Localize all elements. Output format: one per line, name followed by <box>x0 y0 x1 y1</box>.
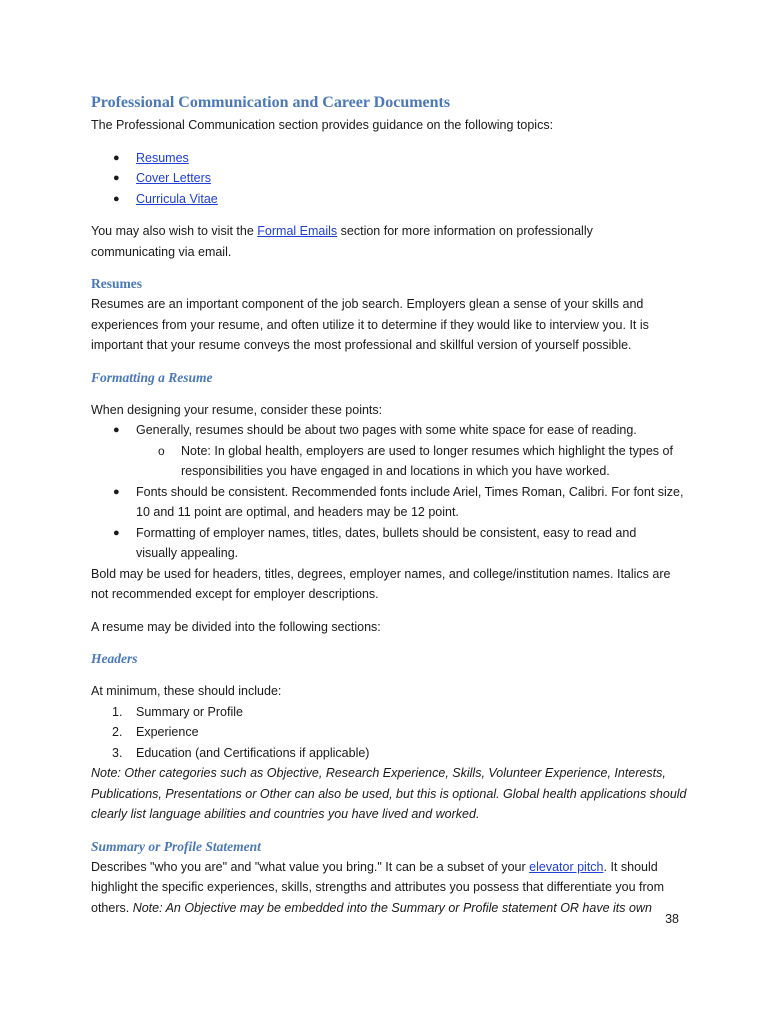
list-item: o Note: In global health, employers are used to longer resumes which highlight the types of responsibilities you have engaged in and locations in which you have worked. <box>91 441 691 482</box>
summary-paragraph: Describes "who you are" and "what value you bring." It can be a subset of your elevator pitch. It should highlight the specific experiences, skills, strengths and attributes you possess that differentiate you from others. Note: An Objective may be embedded into the Summary or Profile statement OR have its own <box>91 859 664 915</box>
link-elevator-pitch[interactable]: elevator pitch <box>529 859 604 874</box>
heading-resumes: Resumes <box>91 276 142 291</box>
link-resumes[interactable]: Resumes <box>136 150 189 165</box>
list-item <box>91 189 691 210</box>
bullet-icon: ● <box>113 526 120 539</box>
page-title: Professional Communication and Career Documents <box>91 94 451 111</box>
link-curricula-vitae[interactable]: Curricula Vitae <box>136 191 218 206</box>
bullet-icon: ● <box>113 192 120 205</box>
formatting-points <box>91 420 691 564</box>
list-item: ● Formatting of employer names, titles, dates, bullets should be consistent, easy to read and visually appealing. <box>91 523 691 564</box>
topics-list <box>91 148 691 210</box>
link-formal-emails[interactable]: Formal Emails <box>257 224 338 238</box>
circle-bullet-icon: o <box>158 443 165 458</box>
bullet-icon: ● <box>113 485 120 498</box>
visit-paragraph: You may also wish to visit the Formal Emails section for more information on professionally communicating via email. <box>91 224 593 259</box>
list-item: ● Generally, resumes should be about two pages with some white space for ease of reading. o Note: In global health, employers are used to longer resumes which highlight the types of responsibilities you have engaged in and locations in which you have worked. <box>91 420 691 482</box>
sub-list <box>136 441 691 482</box>
list-item: 2. Experience <box>112 725 199 739</box>
headers-lead: At minimum, these should include: <box>91 684 282 698</box>
bullet-icon: ● <box>113 172 120 184</box>
list-item: ● Fonts should be consistent. Recommended fonts include Ariel, Times Roman, Calibri. For font size, 10 and 11 point are optimal, and headers may be 12 point. <box>91 482 691 523</box>
page-content <box>91 92 691 918</box>
heading-headers: Headers <box>91 651 138 666</box>
formatting-lead: When designing your resume, consider these points: <box>91 402 383 417</box>
page-number: 38 <box>665 912 679 926</box>
list-item <box>91 148 691 169</box>
heading-summary-profile: Summary or Profile Statement <box>91 838 261 854</box>
resumes-paragraph: Resumes are an important component of the job search. Employers glean a sense of your skills and experiences from your resume, and often utilize it to determine if they would like to interview you. It is important that your resume conveys the most professional and skillful version of yourself possible. <box>91 297 649 352</box>
bullet-icon: ● <box>113 424 120 436</box>
intro-text: The Professional Communication section provides guidance on the following topics: <box>91 118 554 132</box>
headers-note: Note: Other categories such as Objective, Research Experience, Skills, Volunteer Experience, Interests, Publications, Presentations or Other can also be used, but this is optional. Global health applications should clearly list language abilities and countries you have lived and worked. <box>91 766 687 821</box>
list-item <box>91 168 691 189</box>
list-item: 1. Summary or Profile <box>112 704 243 719</box>
list-item: 3. Education (and Certifications if applicable) <box>112 745 370 760</box>
headers-list <box>91 702 691 764</box>
link-cover-letters[interactable]: Cover Letters <box>136 171 212 185</box>
bold-italics-note: Bold may be used for headers, titles, degrees, employer names, and college/institution names. Italics are not recommended except for employer descriptions. <box>91 566 671 601</box>
bullet-icon: ● <box>113 151 120 164</box>
heading-formatting-a-resume: Formatting a Resume <box>91 369 213 385</box>
sections-lead: A resume may be divided into the following sections: <box>91 619 381 634</box>
